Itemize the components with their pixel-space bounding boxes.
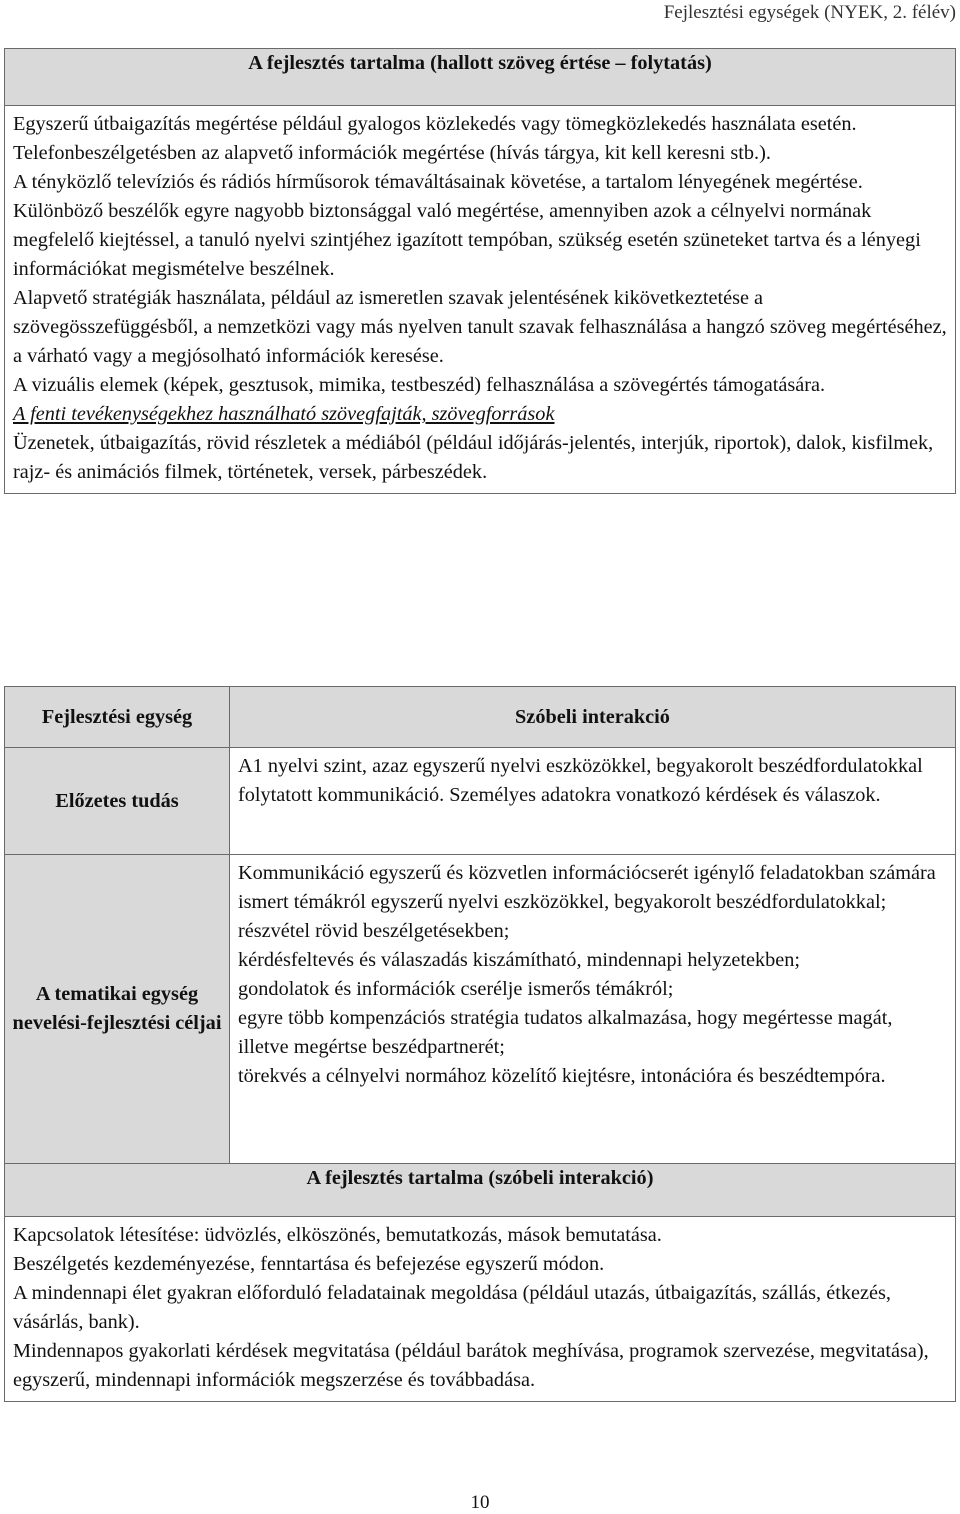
unit-value: Szóbeli interakció	[230, 687, 956, 748]
paragraph: Telefonbeszélgetésben az alapvető információk megértése (hívás tárgya, kit kell keresni stb.).	[13, 142, 771, 164]
section-title-interaction: A fejlesztés tartalma (szóbeli interakció)	[5, 1164, 956, 1217]
goal-line: gondolatok és információk cserélje ismerős témákról;	[238, 978, 674, 1000]
unit-label: Fejlesztési egység	[5, 687, 230, 748]
sources-text: Üzenetek, útbaigazítás, rövid részletek a médiából (például időjárás-jelentés, interjúk, riportok), dalok, kisfilmek, rajz- és animációs filmek, történetek, versek, párbeszédek.	[13, 432, 934, 483]
paragraph: Alapvető stratégiák használata, például az ismeretlen szavak jelentésének kikövetkeztetése a szövegösszefüggésből, a nemzetközi vagy más nyelven tanult szavak felhasználása a hangzó szöveg megértéséhez, a várható vagy a megjósolható információk keresése.	[13, 287, 947, 367]
content-line: Beszélgetés kezdeményezése, fenntartása és befejezése egyszerű módon.	[13, 1253, 605, 1275]
content-line: Mindennapos gyakorlati kérdések megvitatása (például barátok meghívása, programok szervezése, megvitatása), egyszerű, mindennapi információk megszerzése és továbbadása.	[13, 1340, 929, 1391]
development-unit-table	[4, 686, 956, 1402]
listening-content-cell	[5, 106, 956, 494]
goal-line: kérdésfeltevés és válaszadás kiszámítható, mindennapi helyzetekben;	[238, 949, 801, 971]
goals-content	[230, 855, 956, 1164]
content-line: Kapcsolatok létesítése: üdvözlés, elköszönés, bemutatkozás, mások bemutatása.	[13, 1224, 662, 1246]
content-line: A mindennapi élet gyakran előforduló feladatainak megoldása (például utazás, útbaigazítás, szállás, étkezés, vásárlás, bank).	[13, 1282, 891, 1333]
prior-knowledge-label: Előzetes tudás	[5, 748, 230, 855]
section-title-listening: A fejlesztés tartalma (hallott szöveg értése – folytatás)	[5, 49, 956, 106]
page-number: 10	[470, 1492, 490, 1513]
paragraph: Különböző beszélők egyre nagyobb biztonsággal való megértése, amennyiben azok a célnyelvi normának megfelelő kiejtéssel, a tanuló nyelvi szintjéhez igazított tempóban, szükség esetén szüneteket tartva és a lényegi információkat megismételve beszélnek.	[13, 200, 921, 280]
sources-heading: A fenti tevékenységekhez használható szövegfajták, szövegforrások	[13, 403, 555, 425]
goal-line: törekvés a célnyelvi normához közelítő kiejtésre, intonációra és beszédtempóra.	[238, 1065, 886, 1087]
goal-line: Kommunikáció egyszerű és közvetlen információcserét igénylő feladatokban számára ismert témákról egyszerű nyelvi eszközökkel, begyakorolt beszédfordulatokkal;	[238, 862, 936, 913]
paragraph: A tényközlő televíziós és rádiós hírműsorok témaváltásainak követése, a tartalom lényegének megértése.	[13, 171, 863, 193]
paragraph: Egyszerű útbaigazítás megértése például gyalogos közlekedés vagy tömegközlekedés használata esetén.	[13, 113, 857, 135]
content-table-listening	[4, 48, 956, 494]
running-header: Fejlesztési egységek (NYEK, 2. félév)	[663, 2, 956, 23]
interaction-content-cell	[5, 1217, 956, 1402]
paragraph: A vizuális elemek (képek, gesztusok, mimika, testbeszéd) felhasználása a szövegértés támogatására.	[13, 374, 826, 396]
goals-label: A tematikai egység nevelési-fejlesztési céljai	[5, 855, 230, 1164]
goal-line: egyre több kompenzációs stratégia tudatos alkalmazása, hogy megértesse magát, illetve megértse beszédpartnerét;	[238, 1007, 893, 1058]
goal-line: részvétel rövid beszélgetésekben;	[238, 920, 510, 942]
prior-knowledge-text: A1 nyelvi szint, azaz egyszerű nyelvi eszközökkel, begyakorolt beszédfordulatokkal folytatott kommunikáció. Személyes adatokra vonatkozó kérdések és válaszok.	[230, 748, 956, 855]
